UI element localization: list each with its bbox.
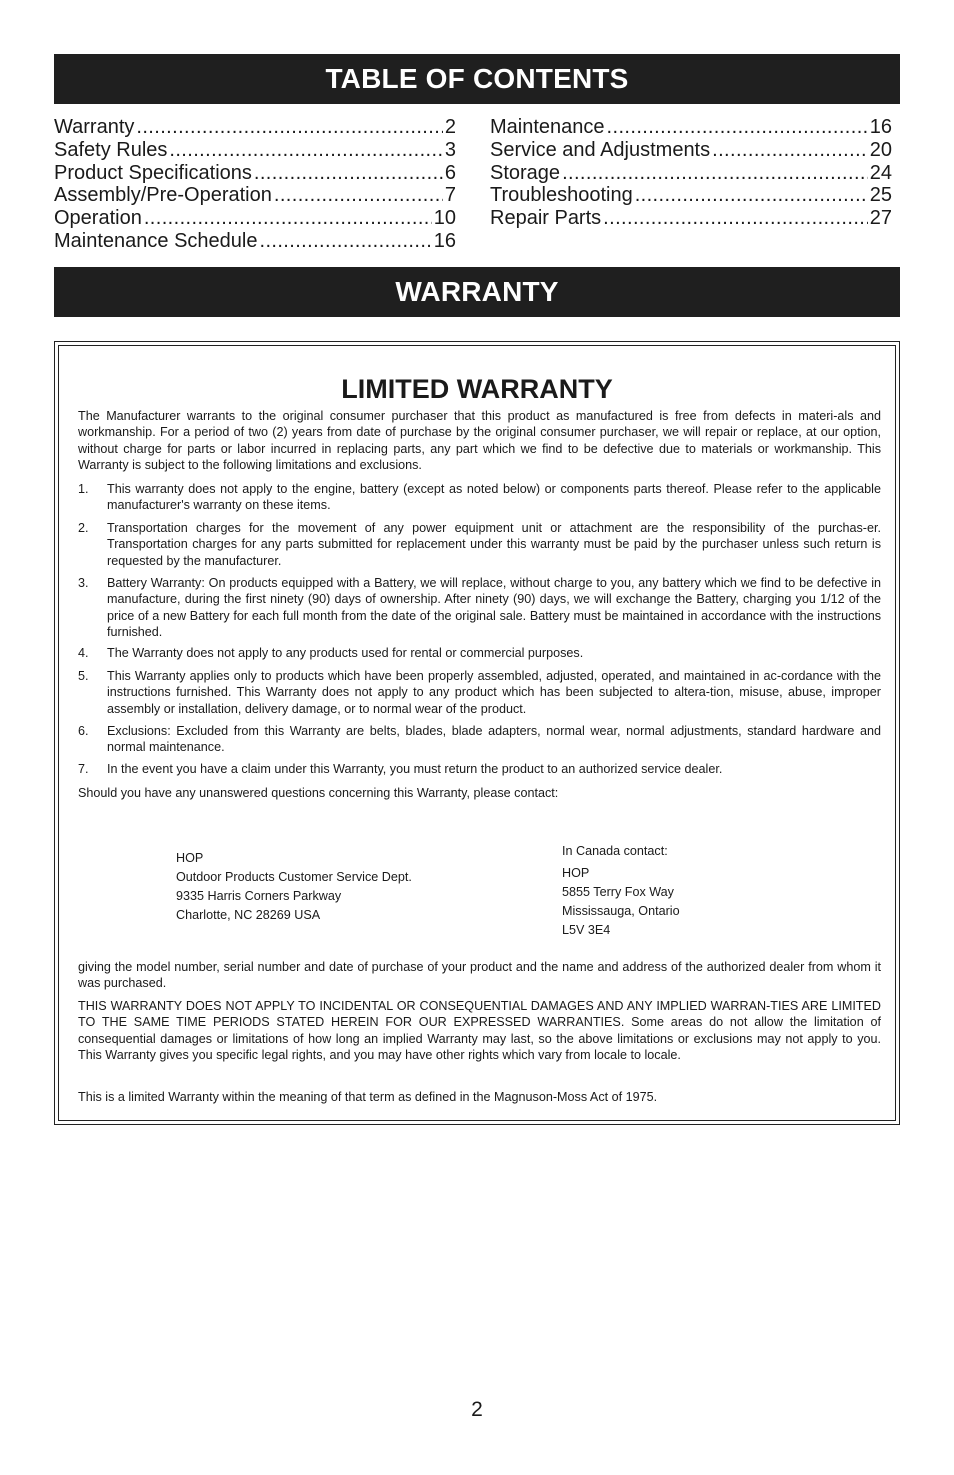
toc-entry-page: 16 bbox=[869, 116, 892, 138]
toc-entry-troubleshooting[interactable] bbox=[490, 184, 892, 207]
toc-entry-label: Assembly/Pre-Operation bbox=[54, 184, 272, 207]
toc-entry-page: 7 bbox=[444, 184, 456, 207]
warranty-item bbox=[78, 575, 881, 640]
item-number: 2. bbox=[78, 521, 89, 535]
item-text: This Warranty applies only to products which have been properly assembled, adjusted, operated, and maintained in ac-cordance with the instructions furnished. This Warranty does not apply to any product which has been subjected to altera-tion, misuse, abuse, improper assembly or installation, delivery damage, or to normal wear of the product. bbox=[107, 669, 881, 716]
toc-entry-page: 2 bbox=[444, 116, 456, 138]
toc-leader bbox=[259, 230, 431, 253]
toc-entry-maintenance[interactable] bbox=[490, 116, 892, 139]
toc-entry-warranty[interactable] bbox=[54, 116, 456, 139]
contact-prompt: Should you have any unanswered questions concerning this Warranty, please contact: bbox=[78, 786, 559, 800]
toc-entry-page: 16 bbox=[433, 229, 456, 252]
warranty-heading: WARRANTY bbox=[54, 267, 900, 317]
toc-entry-label: Service and Adjustments bbox=[490, 138, 711, 161]
toc-leader bbox=[254, 162, 443, 185]
toc-entry-label: Repair Parts bbox=[490, 207, 602, 230]
us-address-line: 9335 Harris Corners Parkway bbox=[176, 889, 342, 903]
toc-entry-label: Maintenance Schedule bbox=[54, 229, 258, 252]
limited-warranty-inner-border bbox=[58, 345, 896, 1121]
item-number: 4. bbox=[78, 646, 89, 660]
toc-entry-product-specifications[interactable] bbox=[54, 162, 456, 185]
item-number: 3. bbox=[78, 576, 89, 590]
toc-entry-label: Safety Rules bbox=[54, 138, 168, 161]
toc-leader bbox=[169, 139, 442, 162]
toc-leader bbox=[274, 184, 443, 207]
item-number: 5. bbox=[78, 669, 89, 683]
toc-entry-maintenance-schedule[interactable] bbox=[54, 230, 456, 253]
toc-right-column bbox=[490, 116, 892, 230]
limited-warranty-title: LIMITED WARRANTY bbox=[341, 374, 613, 404]
warranty-item bbox=[78, 520, 881, 569]
toc-entry-repair-parts[interactable] bbox=[490, 207, 892, 230]
item-text: The Warranty does not apply to any products used for rental or commercial purposes. bbox=[107, 646, 584, 660]
canada-address-line: 5855 Terry Fox Way bbox=[562, 885, 674, 899]
toc-heading: TABLE OF CONTENTS bbox=[54, 54, 900, 104]
warranty-item bbox=[78, 723, 881, 756]
toc-leader bbox=[712, 139, 868, 162]
canada-address-line: L5V 3E4 bbox=[562, 923, 611, 937]
toc-leader bbox=[562, 162, 868, 185]
us-address-line: Charlotte, NC 28269 USA bbox=[176, 908, 321, 922]
canada-address bbox=[562, 842, 680, 940]
warranty-disclaimer: THIS WARRANTY DOES NOT APPLY TO INCIDENTAL OR CONSEQUENTIAL DAMAGES AND ANY IMPLIED WARRAN-TIES ARE LIMITED TO THE SAME TIME PERIODS STATED HEREIN FOR OUR EXPRESSED WARRANTIES. Some areas do not allow the limitation of consequential damages or limitations of how long an implied Warranty may last, so the above limitations or exclusions may not apply to you. This Warranty gives you specific legal rights, and you may have other rights which vary from locale to locale. bbox=[78, 999, 881, 1062]
warranty-item bbox=[78, 761, 881, 777]
toc-entry-service-adjustments[interactable] bbox=[490, 139, 892, 162]
toc-entry-page: 6 bbox=[444, 161, 456, 184]
toc-entry-assembly[interactable] bbox=[54, 184, 456, 207]
toc-entry-page: 10 bbox=[433, 207, 456, 230]
warranty-item bbox=[78, 645, 881, 661]
item-text: In the event you have a claim under this Warranty, you must return the product to an authorized service dealer. bbox=[107, 762, 723, 776]
limited-warranty-box bbox=[54, 341, 900, 1125]
toc-leader bbox=[635, 184, 868, 207]
toc-entry-page: 27 bbox=[869, 207, 892, 230]
toc-entry-label: Storage bbox=[490, 161, 561, 184]
toc-entry-operation[interactable] bbox=[54, 207, 456, 230]
toc-leader bbox=[603, 207, 868, 230]
item-number: 6. bbox=[78, 724, 89, 738]
toc-entry-label: Product Specifications bbox=[54, 161, 252, 184]
toc-entry-label: Maintenance bbox=[490, 116, 605, 138]
toc-entry-page: 24 bbox=[869, 161, 892, 184]
toc-leader bbox=[144, 207, 432, 230]
page-number: 2 bbox=[471, 1398, 483, 1421]
canada-contact-label: In Canada contact: bbox=[562, 844, 668, 858]
us-address-line: Outdoor Products Customer Service Dept. bbox=[176, 870, 412, 884]
item-text: Battery Warranty: On products equipped with a Battery, we will replace, without charge to you, any battery which we find to be defective in manufacture, during the first ninety (90) days of ownership. After ninety (90) days, we will exchange the Battery, charging you 1/12 of the price of a new Battery for each full month from the date of the original sale. Battery must be maintained in accordance with the instructions furnished. bbox=[107, 576, 881, 639]
item-number: 1. bbox=[78, 482, 89, 496]
toc-left-column bbox=[54, 116, 456, 253]
toc-entry-label: Operation bbox=[54, 207, 142, 230]
toc-leader bbox=[136, 116, 442, 139]
item-text: This warranty does not apply to the engine, battery (except as noted below) or components parts thereof. Please refer to the applicable manufacturer's warranty on these items. bbox=[107, 482, 881, 513]
toc-entry-label: Warranty bbox=[54, 116, 135, 138]
giving-details: giving the model number, serial number and date of purchase of your product and the name and address of the authorized dealer from whom it was purchased. bbox=[78, 960, 881, 991]
toc-entry-page: 25 bbox=[869, 184, 892, 207]
warranty-item bbox=[78, 668, 881, 717]
toc-entry-page: 3 bbox=[444, 138, 456, 161]
item-number: 7. bbox=[78, 762, 89, 776]
canada-address-line: Mississauga, Ontario bbox=[562, 904, 680, 918]
item-text: Exclusions: Excluded from this Warranty are belts, blades, blade adapters, normal wear, normal adjustments, standard hardware and normal maintenance. bbox=[107, 724, 881, 755]
toc-entry-safety-rules[interactable] bbox=[54, 139, 456, 162]
magnuson-moss-note: This is a limited Warranty within the meaning of that term as defined in the Magnuson-Moss Act of 1975. bbox=[78, 1090, 658, 1104]
item-text: Transportation charges for the movement of any power equipment unit or attachment are the responsibility of the purchas-er. Transportation charges for any parts submitted for replacement under this warranty must be paid by the purchaser unless such return is requested by the manufacturer. bbox=[107, 521, 881, 568]
toc-entry-page: 20 bbox=[869, 138, 892, 161]
toc-entry-label: Troubleshooting bbox=[490, 184, 633, 207]
us-address-line: HOP bbox=[176, 851, 204, 865]
us-address bbox=[176, 849, 412, 925]
toc-entry-storage[interactable] bbox=[490, 162, 892, 185]
canada-address-line: HOP bbox=[562, 866, 590, 880]
toc-leader bbox=[607, 116, 868, 139]
warranty-intro: The Manufacturer warrants to the original consumer purchaser that this product as manufactured is free from defects in materi-als and workmanship. For a period of two (2) years from date of purchase by the original consumer purchaser, we will repair or replace, at our option, without charge for parts or labor incurred in replacing parts, any part which we find to be defective due to materials or workmanship. This Warranty is subject to the following limitations and exclusions. bbox=[78, 409, 881, 472]
warranty-item bbox=[78, 481, 881, 514]
